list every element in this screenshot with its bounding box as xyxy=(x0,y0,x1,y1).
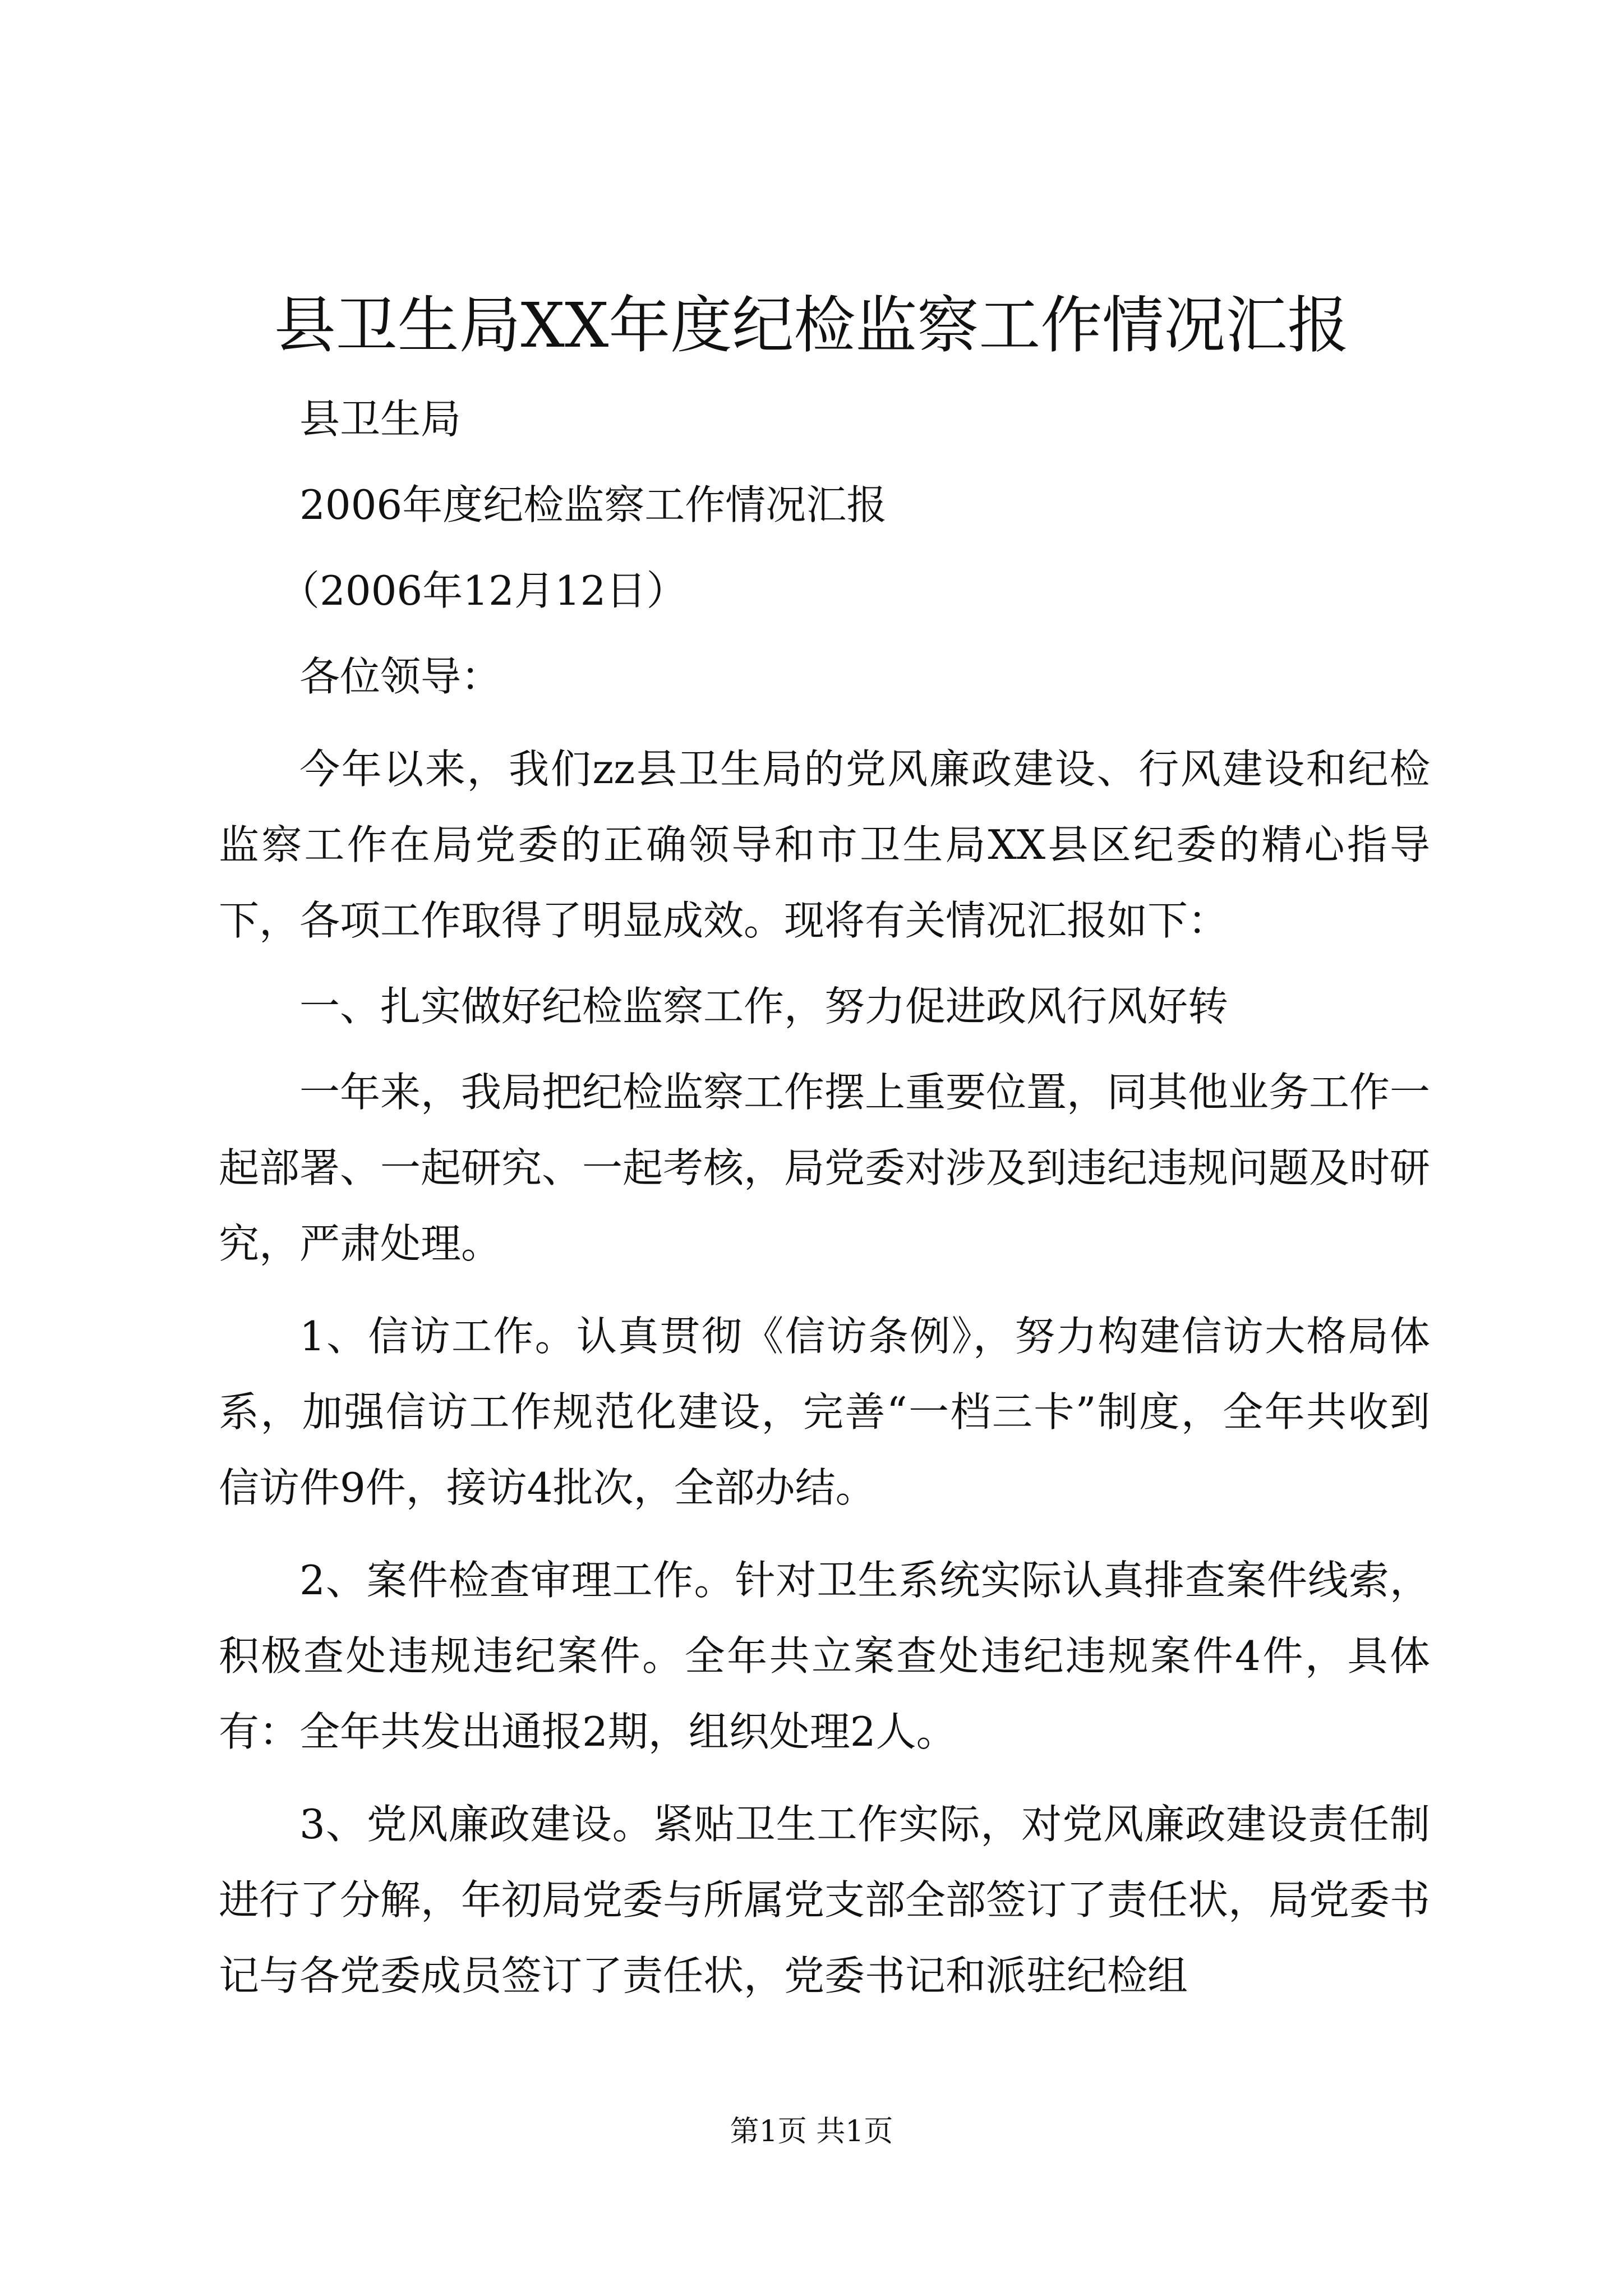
paragraph-salutation: 各位领导： xyxy=(299,653,502,700)
page-footer: 第1页 共1页 xyxy=(730,2115,893,2148)
paragraph-overview: 一年来，我局把纪检监察工作摆上重要位置，同其他业务工作一起部署、一起研究、一起考核，局党委对涉及到违纪违规问题及时研究，严肃处理。 xyxy=(219,1069,1431,1267)
paragraph-intro: 今年以来，我们zz县卫生局的党风廉政建设、行风建设和纪检监察工作在局党委的正确领导和市卫生局XX县区纪委的精心指导下，各项工作取得了明显成效。现将有关情况汇报如下： xyxy=(219,746,1430,944)
paragraph-item-2: 2、案件检查审理工作。针对卫生系统实际认真排查案件线索，积极查处违规违纪案件。全年共立案查处违纪违规案件4件，具体有：全年共发出通报2期，组织处理2人。 xyxy=(219,1557,1430,1755)
paragraph-issuer: 县卫生局 xyxy=(299,395,462,443)
document-body xyxy=(219,381,1430,2014)
paragraph-item-1: 1、信访工作。认真贯彻《信访条例》，努力构建信访大格局体系，加强信访工作规范化建设，完善“一档三卡”制度，全年共收到信访件9件，接访4批次，全部办结。 xyxy=(219,1313,1430,1511)
paragraph-item-3: 3、党风廉政建设。紧贴卫生工作实际，对党风廉政建设责任制进行了分解，年初局党委与所属党支部全部签订了责任状，局党委书记与各党委成员签订了责任状，党委书记和派驻纪检组 xyxy=(219,1801,1431,1999)
section-heading-1: 一、扎实做好纪检监察工作，努力促进政风行风好转 xyxy=(299,983,1229,1030)
document-title: 县卫生局XX年度纪检监察工作情况汇报 xyxy=(274,289,1349,361)
paragraph-date: （2006年12月12日） xyxy=(279,567,687,614)
paragraph-report-name: 2006年度纪检监察工作情况汇报 xyxy=(299,481,887,528)
